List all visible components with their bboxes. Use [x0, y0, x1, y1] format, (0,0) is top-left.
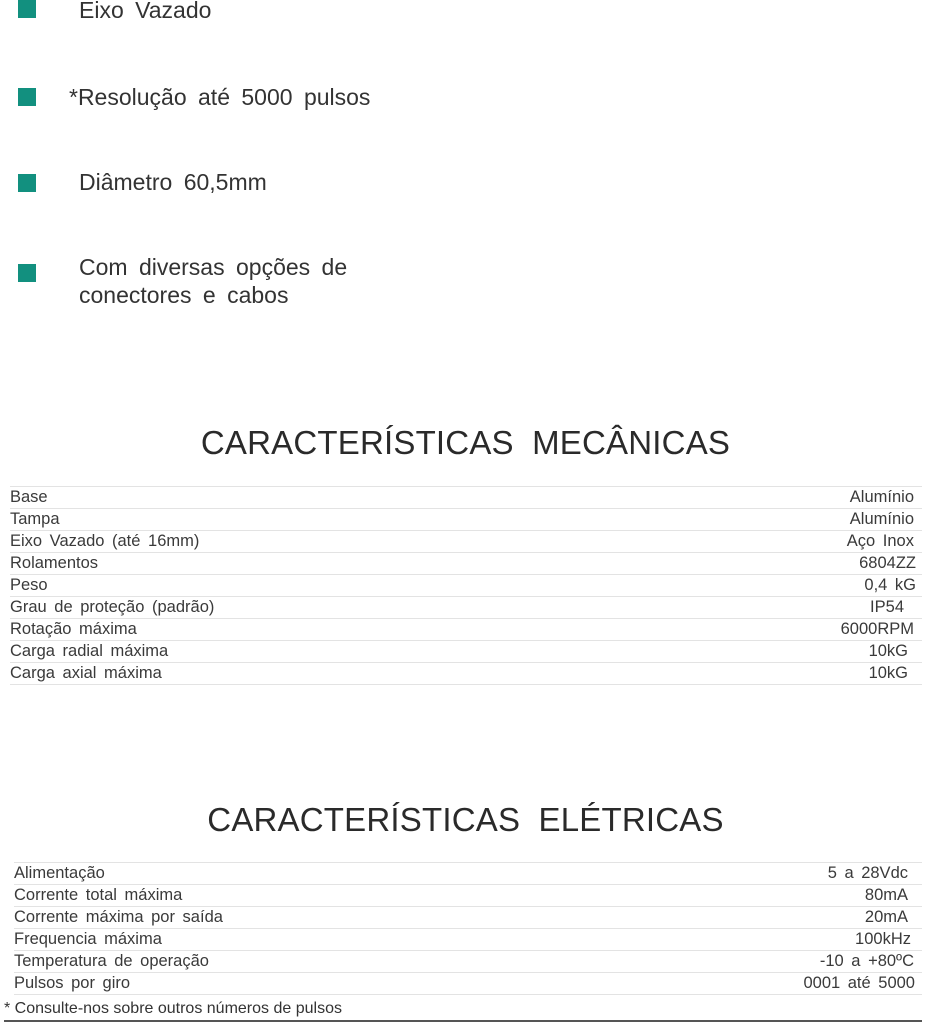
spec-label: Frequencia máxima	[14, 929, 593, 951]
spec-value: Alumínio	[662, 487, 922, 509]
spec-value: 80mA	[593, 885, 922, 907]
spec-label: Carga radial máxima	[10, 641, 662, 663]
bullet-square-icon	[18, 264, 36, 282]
table-row	[14, 973, 922, 995]
table-row	[10, 619, 922, 641]
table-row	[10, 597, 922, 619]
spec-value: 10kG	[662, 663, 922, 685]
bullet-square-icon	[18, 174, 36, 192]
spec-value: 0001 até 5000	[593, 973, 922, 995]
spec-label: Corrente máxima por saída	[14, 907, 593, 929]
electrical-section-title: CARACTERÍSTICAS ELÉTRICAS	[207, 801, 724, 838]
spec-value: 5 a 28Vdc	[593, 863, 922, 885]
electrical-spec-table	[14, 862, 922, 995]
table-row	[10, 509, 922, 531]
spec-value: Alumínio	[662, 509, 922, 531]
spec-value: -10 a +80ºC	[593, 951, 922, 973]
feature-connectors-line1: Com diversas opções de	[79, 254, 348, 280]
table-row	[10, 553, 922, 575]
table-row	[10, 487, 922, 509]
table-row	[10, 531, 922, 553]
feature-hollow-shaft: Eixo Vazado	[79, 0, 212, 23]
bullet-square-icon	[18, 0, 36, 18]
spec-value: 0,4 kG	[662, 575, 922, 597]
table-row	[10, 641, 922, 663]
feature-diameter: Diâmetro 60,5mm	[79, 169, 267, 195]
spec-label: Rotação máxima	[10, 619, 662, 641]
mechanical-section-title: CARACTERÍSTICAS MECÂNICAS	[200, 424, 731, 461]
table-row	[14, 907, 922, 929]
spec-label: Tampa	[10, 509, 662, 531]
spec-value: 10kG	[662, 641, 922, 663]
mechanical-spec-table	[10, 486, 922, 685]
spec-label: Pulsos por giro	[14, 973, 593, 995]
feature-resolution: *Resolução até 5000 pulsos	[69, 84, 371, 110]
table-row	[14, 951, 922, 973]
spec-label: Carga axial máxima	[10, 663, 662, 685]
spec-value: Aço Inox	[662, 531, 922, 553]
spec-value: IP54	[662, 597, 922, 619]
table-row	[14, 929, 922, 951]
spec-label: Peso	[10, 575, 662, 597]
spec-value: 20mA	[593, 907, 922, 929]
spec-label: Grau de proteção (padrão)	[10, 597, 662, 619]
table-row	[10, 663, 922, 685]
spec-label: Base	[10, 487, 662, 509]
footnote: * Consulte-nos sobre outros números de pulsos	[4, 1000, 922, 1022]
spec-value: 100kHz	[593, 929, 922, 951]
spec-label: Alimentação	[14, 863, 593, 885]
table-row	[10, 575, 922, 597]
spec-label: Rolamentos	[10, 553, 662, 575]
spec-label: Eixo Vazado (até 16mm)	[10, 531, 662, 553]
spec-label: Corrente total máxima	[14, 885, 593, 907]
spec-value: 6804ZZ	[662, 553, 922, 575]
table-row	[14, 863, 922, 885]
feature-connectors-line2: conectores e cabos	[79, 282, 289, 308]
spec-label: Temperatura de operação	[14, 951, 593, 973]
spec-value: 6000RPM	[662, 619, 922, 641]
table-row	[14, 885, 922, 907]
bullet-square-icon	[18, 88, 36, 106]
